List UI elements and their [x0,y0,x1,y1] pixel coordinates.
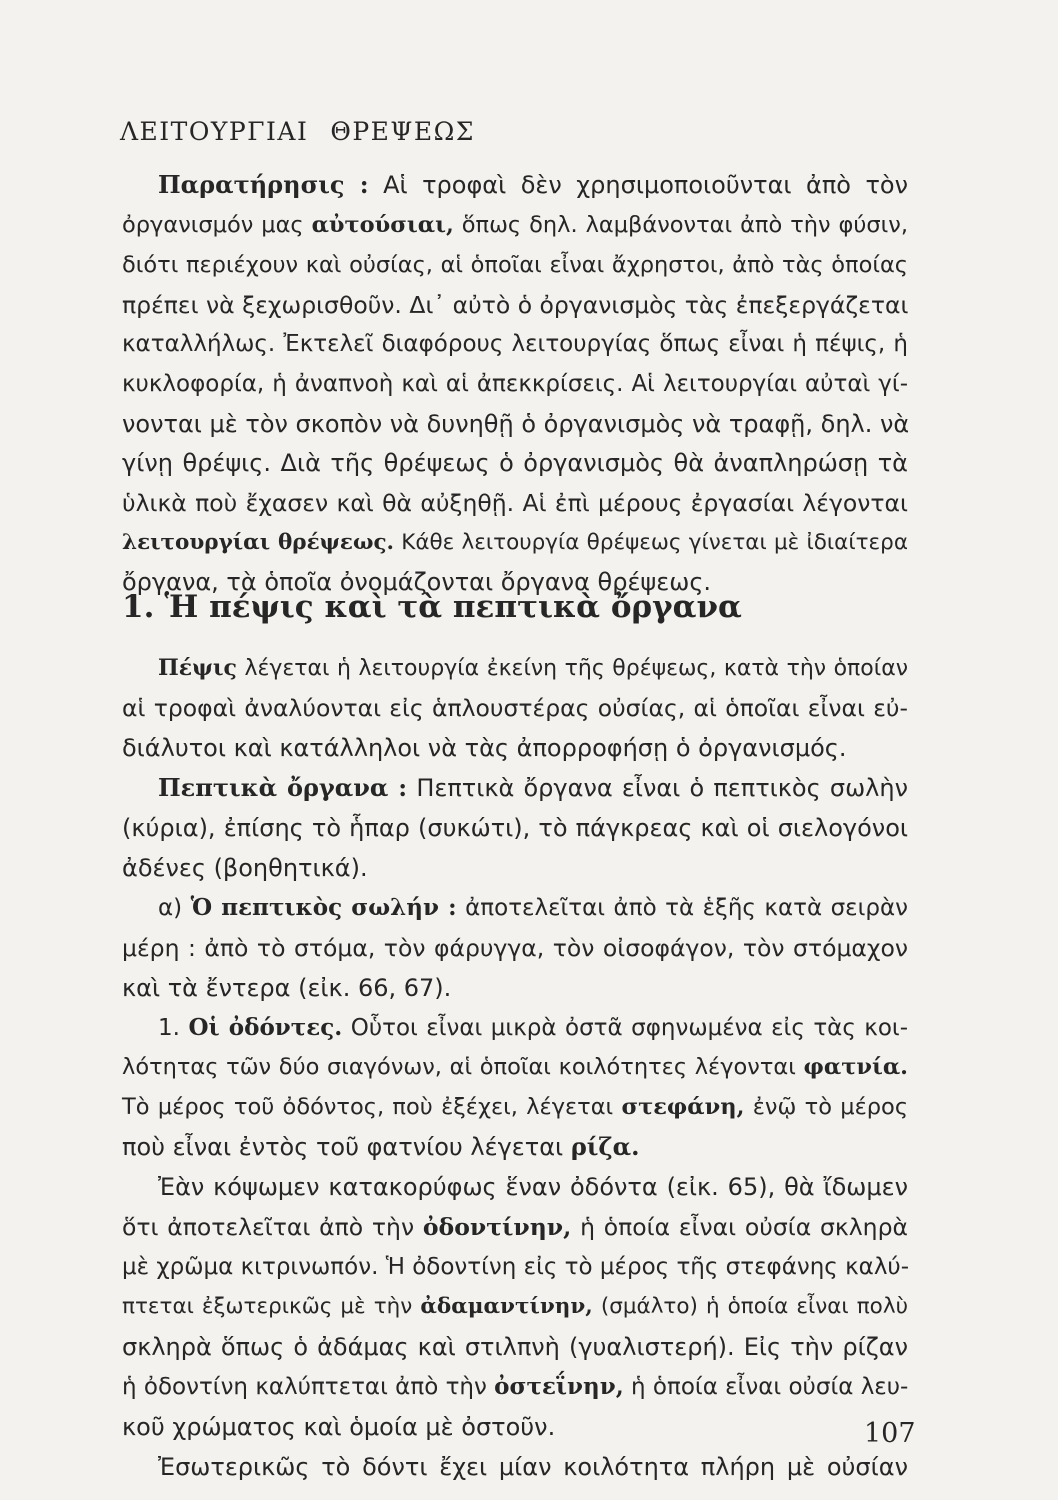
text-line: Ἐσωτερικῶς τὸ δόντι ἔχει μίαν κοιλότητα πλήρη μὲ οὐσίαν [158,1453,908,1481]
text-line: κοῦ χρώματος καὶ ὁμοία μὲ ὀστοῦν. [122,1413,556,1441]
section-number: 1. [122,589,155,625]
text-line: ποὺ εἶναι ἐντὸς τοῦ φατνίου λέγεται ρίζα. [122,1132,640,1161]
text-line: Παρατήρησις : Αἱ τροφαὶ δὲν χρησιμοποιοῦνται ἀπὸ τὸν [158,170,908,199]
text-line: λότητας τῶν δύο σιαγόνων, αἱ ὁποῖαι κοιλότητες λέγονται φατνία. [122,1054,908,1080]
text-line: ἡ ὀδοντίνη καλύπτεται ἀπὸ τὴν ὀστεΐνην, ἡ ὁποία εἶναι οὐσία λευ- [122,1373,909,1400]
text-line: πτεται ἐξωτερικῶς μὲ τὴν ἀδαμαντίνην, (σμάλτο) ἡ ὁποία εἶναι πολὺ [122,1294,909,1319]
text-line: κυκλοφορία, ἡ ἀναπνοὴ καὶ αἱ ἀπεκκρίσεις. Αἱ λειτουργίαι αὐταὶ γί- [122,371,908,397]
text-line: μὲ χρῶμα κιτρινωπόν. Ἡ ὀδοντίνη εἰς τὸ μέρος τῆς στεφάνης καλύ- [122,1254,910,1280]
text-line: Τὸ μέρος τοῦ ὀδόντος, ποὺ ἐξέχει, λέγεται στεφάνη, ἐνῷ τὸ μέρος [122,1094,909,1120]
text-line: μέρη : ἀπὸ τὸ στόμα, τὸν φάρυγγα, τὸν οἰσοφάγον, τὸν στόμαχον [122,934,908,962]
text-line: διότι περιέχουν καὶ οὐσίας, αἱ ὁποῖαι εἶναι ἄχρηστοι, ἀπὸ τὰς ὁποίας [122,252,908,278]
chapter-heading [120,117,475,146]
text-line: Πέψις λέγεται ἡ λειτουργία ἐκείνη τῆς θρέψεως, κατὰ τὴν ὁποίαν [158,655,908,681]
text-line: διάλυτοι καὶ κατάλληλοι νὰ τὰς ἀπορροφήσῃ ὁ ὀργανισμός. [122,734,847,762]
text-line: αἱ τροφαὶ ἀναλύονται εἰς ἁπλουστέρας οὐσίας, αἱ ὁποῖαι εἶναι εὐ- [122,694,908,722]
text-line: πρέπει νὰ ξεχωρισθοῦν. Δι᾽ αὐτὸ ὁ ὀργανισμὸς τὰς ἐπεξεργάζεται [122,291,909,319]
heading-word-1: ΛΕΙΤΟΥΡΓΙΑΙ [120,117,309,146]
text-line: καὶ τὰ ἔντερα (εἰκ. 66, 67). [122,974,452,1002]
text-line: ὅτι ἀποτελεῖται ἀπὸ τὴν ὀδοντίνην, ἡ ὁποία εἶναι οὐσία σκληρὰ [122,1213,908,1241]
text-line: α) Ὁ πεπτικὸς σωλήν : ἀποτελεῖται ἀπὸ τὰ ἑξῆς κατὰ σειρὰν [158,894,909,921]
section-title [122,589,742,625]
text-line: (κύρια), ἐπίσης τὸ ἧπαρ (συκώτι), τὸ πάγκρεας καὶ οἱ σιελογόνοι [122,814,908,842]
text-line: ὀργανισμόν μας αὐτούσιαι, ὅπως δηλ. λαμβάνονται ἀπὸ τὴν φύσιν, [122,212,909,238]
text-line: ὄργανα, τὰ ὁποῖα ὀνομάζονται ὄργανα θρέψεως. [122,568,712,596]
text-line: λειτουργίαι θρέψεως. Κάθε λειτουργία θρέψεως γίνεται μὲ ἰδιαίτερα [122,530,908,555]
text-line: 1. Οἱ ὀδόντες. Οὗτοι εἶναι μικρὰ ὀστᾶ σφηνωμένα εἰς τὰς κοι- [158,1014,909,1041]
heading-word-2: ΘΡΕΨΕΩΣ [330,117,475,146]
observation-label: Παρατήρησις : [158,170,369,199]
text-line: σκληρὰ ὅπως ὁ ἀδάμας καὶ στιλπνὴ (γυαλιστερή). Εἰς τὴν ρίζαν [122,1333,908,1361]
section-heading: Ἡ πέψις καὶ τὰ πεπτικὰ ὄργανα [164,589,742,625]
text-line: ἀδένες (βοηθητικά). [122,854,368,882]
text-line: Ἐὰν κόψωμεν κατακορύφως ἕναν ὀδόντα (εἰκ. 65), θὰ ἴδωμεν [158,1173,908,1201]
text-line: νονται μὲ τὸν σκοπὸν νὰ δυνηθῇ ὁ ὀργανισμὸς νὰ τραφῇ, δηλ. νὰ [122,410,910,438]
text-line: Πεπτικὰ ὄργανα : Πεπτικὰ ὄργανα εἶναι ὁ πεπτικὸς σωλὴν [158,773,908,802]
text-line: γίνῃ θρέψις. Διὰ τῆς θρέψεως ὁ ὀργανισμὸς θὰ ἀναπληρώσῃ τὰ [122,449,908,477]
text-line: καταλλήλως. Ἐκτελεῖ διαφόρους λειτουργίας ὅπως εἶναι ἡ πέψις, ἡ [122,331,908,357]
text-line: ὑλικὰ ποὺ ἔχασεν καὶ θὰ αὐξηθῇ. Αἱ ἐπὶ μέρους ἐργασίαι λέγονται [122,489,908,517]
page-number: 107 [864,1418,916,1449]
